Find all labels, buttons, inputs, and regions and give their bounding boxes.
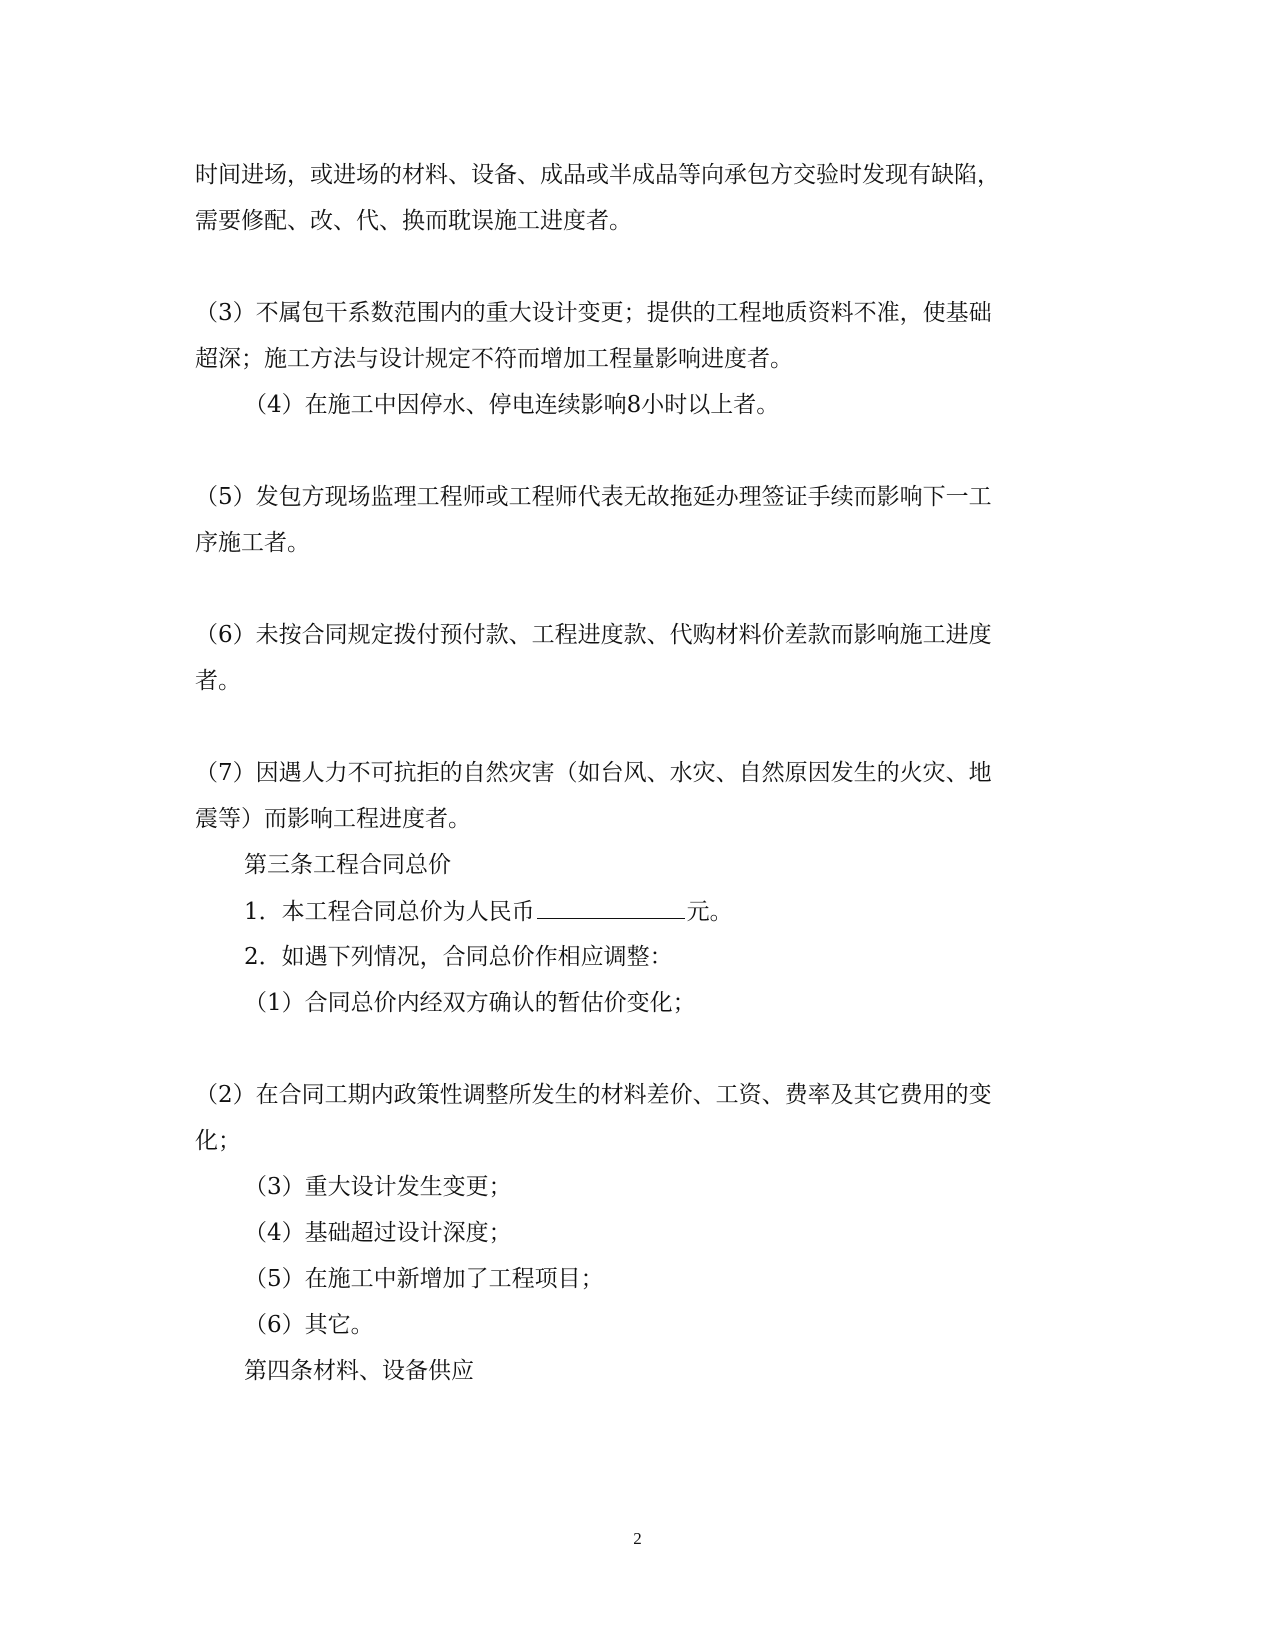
article-heading: 第三条工程合同总价 [244, 852, 451, 878]
paragraph-line: 2．如遇下列情况，合同总价作相应调整： [244, 944, 673, 970]
page-number: 2 [633, 1529, 642, 1548]
paragraph-line: （4）在施工中因停水、停电连续影响8小时以上者。 [244, 392, 780, 418]
contract-price-line [244, 896, 733, 927]
paragraph-line: （5）发包方现场监理工程师或工程师代表无故拖延办理签证手续而影响下一工 [195, 484, 992, 510]
contract-price-label: 1．本工程合同总价为人民币 [244, 899, 535, 925]
paragraph-line: 震等）而影响工程进度者。 [195, 806, 471, 832]
paragraph-line: （5）在施工中新增加了工程项目； [244, 1266, 604, 1292]
paragraph-line: 者。 [195, 668, 241, 694]
paragraph-line: 化； [195, 1128, 241, 1154]
amount-blank [537, 896, 685, 919]
paragraph-line: （2）在合同工期内政策性调整所发生的材料差价、工资、费率及其它费用的变 [195, 1082, 992, 1108]
paragraph-line: 序施工者。 [195, 530, 310, 556]
article-heading: 第四条材料、设备供应 [244, 1358, 474, 1384]
paragraph-line: （6）其它。 [244, 1312, 374, 1338]
paragraph-line: （4）基础超过设计深度； [244, 1220, 512, 1246]
paragraph-line: （3）重大设计发生变更； [244, 1174, 512, 1200]
paragraph-line: （7）因遇人力不可抗拒的自然灾害（如台风、水灾、自然原因发生的火灾、地 [195, 760, 992, 786]
paragraph-line: （3）不属包干系数范围内的重大设计变更；提供的工程地质资料不准，使基础 [195, 300, 992, 326]
currency-unit: 元。 [686, 899, 733, 925]
paragraph-line: （6）未按合同规定拨付预付款、工程进度款、代购材料价差款而影响施工进度 [195, 622, 992, 648]
paragraph-line: （1）合同总价内经双方确认的暂估价变化； [244, 990, 696, 1016]
paragraph-line: 超深；施工方法与设计规定不符而增加工程量影响进度者。 [195, 346, 793, 372]
paragraph-line: 需要修配、改、代、换而耽误施工进度者。 [195, 208, 632, 234]
paragraph-line: 时间进场，或进场的材料、设备、成品或半成品等向承包方交验时发现有缺陷， [195, 162, 1000, 188]
